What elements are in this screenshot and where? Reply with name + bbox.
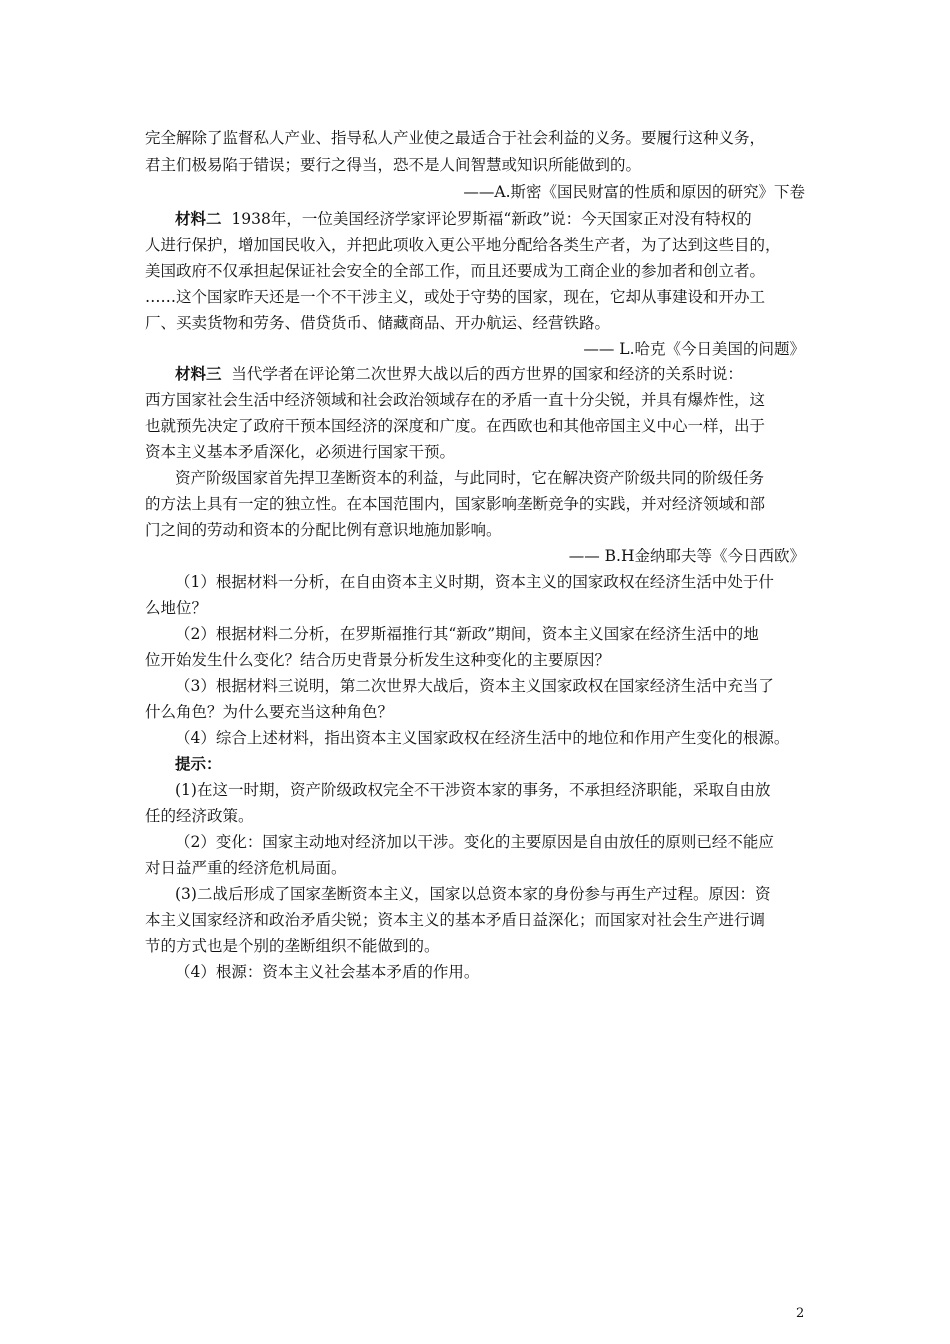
material2-text: 1938年，一位美国经济学家评论罗斯福“新政”说：今天国家正对没有特权的 bbox=[231, 210, 752, 228]
question-1-line: 么地位？ bbox=[145, 599, 208, 617]
material3-para2-line: 门之间的劳动和资本的分配比例有意识地施加影响。 bbox=[145, 521, 502, 539]
question-1-line: （1）根据材料一分析，在自由资本主义时期，资本主义的国家政权在经济生活中处于什 bbox=[175, 573, 774, 591]
hint-label: 提示： bbox=[175, 754, 222, 773]
question-2-line: （2）根据材料二分析，在罗斯福推行其“新政”期间，资本主义国家在经济生活中的地 bbox=[175, 625, 759, 643]
question-4-line: （4）综合上述材料，指出资本主义国家政权在经济生活中的地位和作用产生变化的根源。 bbox=[175, 729, 790, 747]
question-3-line: （3）根据材料三说明，第二次世界大战后，资本主义国家政权在国家经济生活中充当了 bbox=[175, 677, 774, 695]
material3-first-line bbox=[175, 364, 845, 384]
material2-line: 美国政府不仅承担起保证社会安全的全部工作，而且还要成为工商企业的参加者和创立者。 bbox=[145, 262, 766, 280]
material1-line: 君主们极易陷于错误；要行之得当，恐不是人间智慧或知识所能做到的。 bbox=[145, 156, 642, 174]
material3-text: 当代学者在评论第二次世界大战以后的西方世界的国家和经济的关系时说： bbox=[231, 365, 743, 383]
material2-label: 材料二 bbox=[175, 209, 222, 228]
material2-line: 厂、买卖货物和劳务、借贷货币、储藏商品、开办航运、经营铁路。 bbox=[145, 314, 611, 332]
material2-line: ……这个国家昨天还是一个不干涉主义，或处于守势的国家，现在，它却从事建设和开办工 bbox=[145, 288, 766, 306]
answer-3-line: 节的方式也是个别的垄断组织不能做到的。 bbox=[145, 937, 440, 955]
answer-1-line: 任的经济政策。 bbox=[145, 807, 254, 825]
material3-para2-line: 资产阶级国家首先捍卫垄断资本的利益，与此同时，它在解决资产阶级共同的阶级任务 bbox=[175, 469, 765, 487]
material3-line: 资本主义基本矛盾深化，必须进行国家干预。 bbox=[145, 443, 456, 461]
question-3-line: 什么角色？为什么要充当这种角色？ bbox=[145, 703, 394, 721]
answer-2-line: 对日益严重的经济危机局面。 bbox=[145, 859, 347, 877]
answer-2-line: （2）变化：国家主动地对经济加以干涉。变化的主要原因是自由放任的原则已经不能应 bbox=[175, 833, 774, 851]
answer-3-line: 本主义国家经济和政治矛盾尖锐；资本主义的基本矛盾日益深化；而国家对社会生产进行调 bbox=[145, 911, 766, 929]
material2-line: 人进行保护，增加国民收入，并把此项收入更公平地分配给各类生产者，为了达到这些目的， bbox=[145, 236, 781, 254]
page-number: 2 bbox=[796, 1306, 805, 1321]
material3-label: 材料三 bbox=[175, 364, 222, 383]
material1-line: 完全解除了监督私人产业、指导私人产业使之最适合于社会利益的义务。要履行这种义务， bbox=[145, 129, 766, 147]
material1-source: ——A.斯密《国民财富的性质和原因的研究》下卷 bbox=[463, 183, 805, 201]
answer-3-line: (3)二战后形成了国家垄断资本主义，国家以总资本家的身份参与再生产过程。原因：资 bbox=[175, 885, 771, 903]
material3-para2-line: 的方法上具有一定的独立性。在本国范围内，国家影响垄断竞争的实践，并对经济领域和部 bbox=[145, 495, 766, 513]
material3-line: 西方国家社会生活中经济领域和社会政治领域存在的矛盾一直十分尖锐，并具有爆炸性，这 bbox=[145, 391, 766, 409]
material3-source: —— B.H金纳耶夫等《今日西欧》 bbox=[568, 547, 805, 565]
material2-source: —— L.哈克《今日美国的问题》 bbox=[583, 340, 805, 358]
material2-first-line bbox=[175, 209, 845, 229]
answer-4-line: （4）根源：资本主义社会基本矛盾的作用。 bbox=[175, 963, 480, 981]
question-2-line: 位开始发生什么变化？结合历史背景分析发生这种变化的主要原因？ bbox=[145, 651, 611, 669]
material3-line: 也就预先决定了政府干预本国经济的深度和广度。在西欧也和其他帝国主义中心一样，出于 bbox=[145, 417, 766, 435]
answer-1-line: (1)在这一时期，资产阶级政权完全不干涉资本家的事务，不承担经济职能，采取自由放 bbox=[175, 781, 771, 799]
